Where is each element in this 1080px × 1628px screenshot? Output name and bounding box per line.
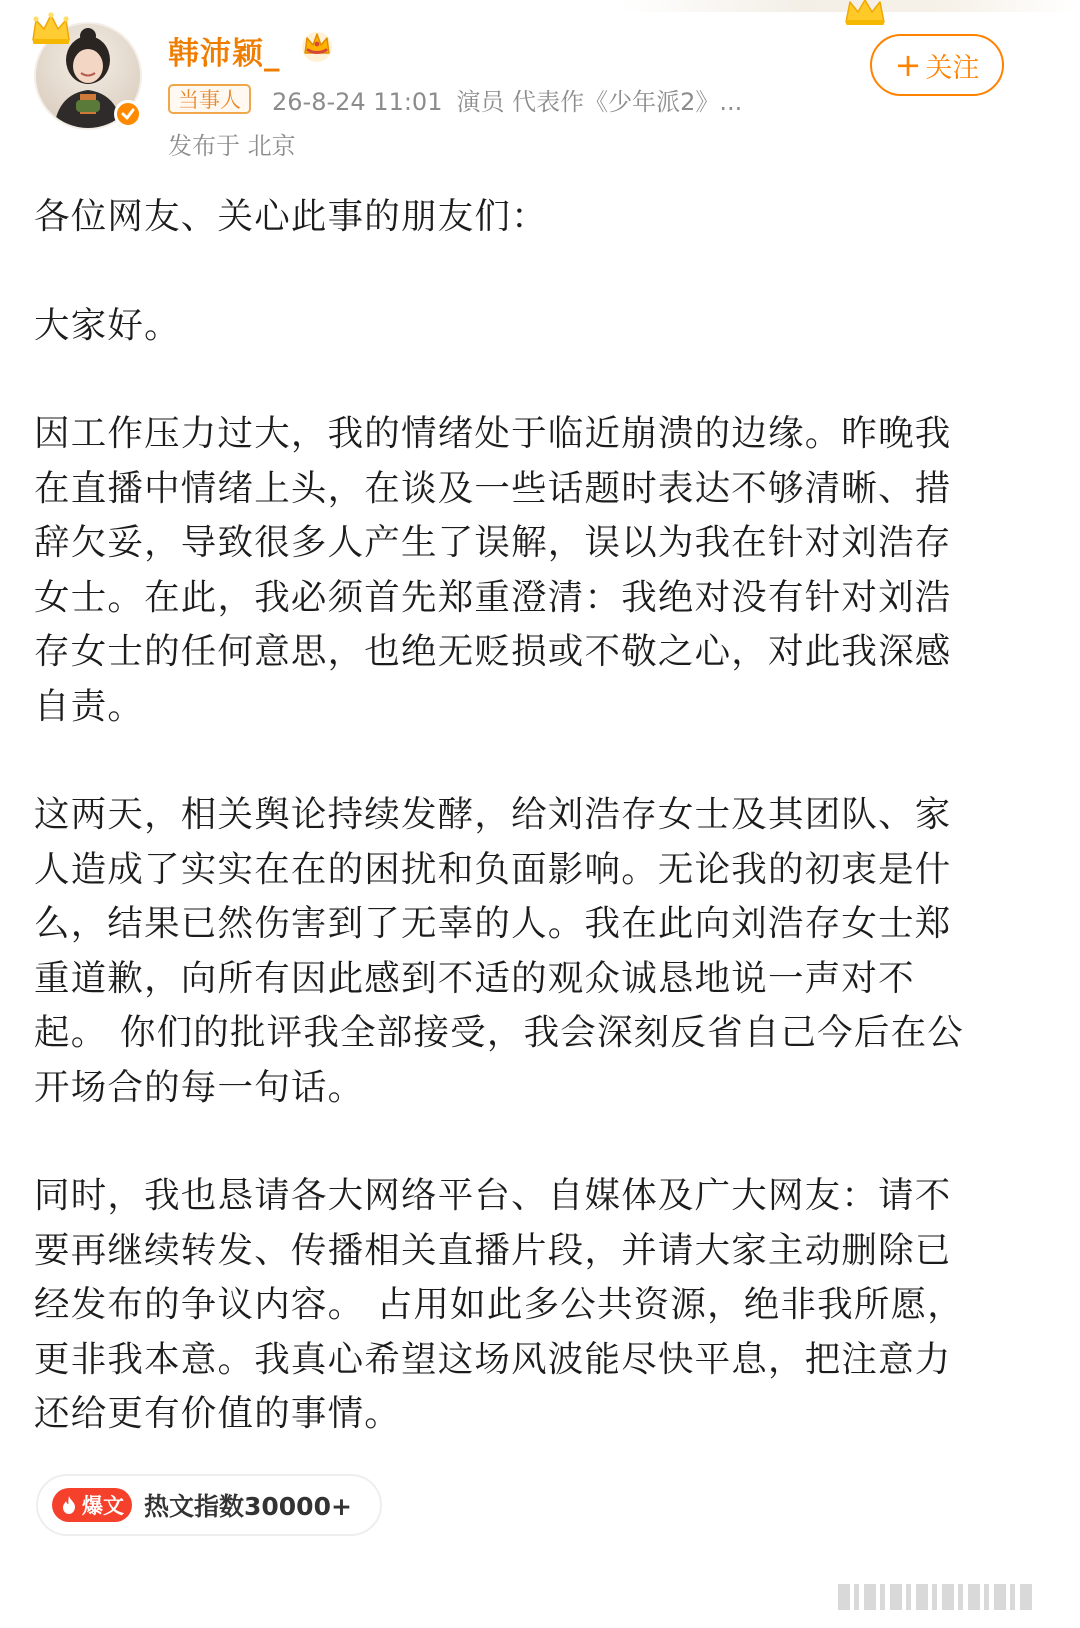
vip-crown-icon (298, 26, 336, 64)
watermark-icon (838, 1582, 1034, 1612)
flame-icon (58, 1494, 80, 1516)
post-date: 26-8-24 11:01 (272, 88, 443, 116)
avatar-container[interactable] (30, 12, 140, 132)
hot-index-pill[interactable] (36, 1474, 382, 1536)
hot-index-text: 热文指数30000+ (144, 1492, 352, 1521)
party-tag: 当事人 (168, 84, 251, 114)
post-paragraph: 各位网友、关心此事的朋友们： (34, 196, 548, 237)
author-title[interactable]: 演员 代表作《少年派2》... (456, 88, 743, 116)
post-location: 发布于 北京 (168, 132, 296, 160)
plus-icon: + (894, 46, 922, 84)
post-content (34, 190, 994, 1442)
author-name[interactable]: 韩沛颖_ (168, 36, 281, 72)
post-header (0, 0, 1080, 175)
hot-tag-label: 爆文 (82, 1494, 124, 1518)
post-meta (272, 82, 756, 117)
follow-button[interactable] (870, 34, 1004, 96)
post-paragraph: 大家好。 (34, 304, 181, 346)
post-paragraph: 因工作压力过大，我的情绪处于临近崩溃的边缘。昨晚我 在直播中情绪上头，在谈及一些话题时表达不够清晰、措 辞欠妥，导致很多人产生了误解，误以为我在针对刘浩存 女士。在此，我必须首先郑重澄清：我绝对没有针对刘浩 存女士的任何意思，也绝无贬损或不敬之心，对此我深感 自责。 (34, 413, 952, 727)
crown-decoration-icon (842, 0, 888, 26)
post-paragraph: 这两天，相关舆论持续发酵，给刘浩存女士及其团队、家 人造成了实实在在的困扰和负面影响。无论我的初衷是什 么，结果已然伤害到了无辜的人。我在此向刘浩存女士郑 重道歉，向所有因此感到不适的观众诚恳地说一声对不 起。 你们的批评我全部接受，我会深刻反省自己今后在公 开场合的每一句话。 (34, 794, 964, 1108)
verified-badge-icon (114, 100, 142, 128)
crown-icon (30, 12, 72, 46)
hot-tag (52, 1488, 132, 1522)
post-paragraph: 同时，我也恳请各大网络平台、自媒体及广大网友：请不 要再继续转发、传播相关直播片段，并请大家主动删除已 经发布的争议内容。 占用如此多公共资源，绝非我所愿， 更非我本意。我真心希望这场风波能尽快平息，把注意力 还给更有价值的事情。 (34, 1175, 964, 1434)
follow-label: 关注 (925, 52, 980, 84)
